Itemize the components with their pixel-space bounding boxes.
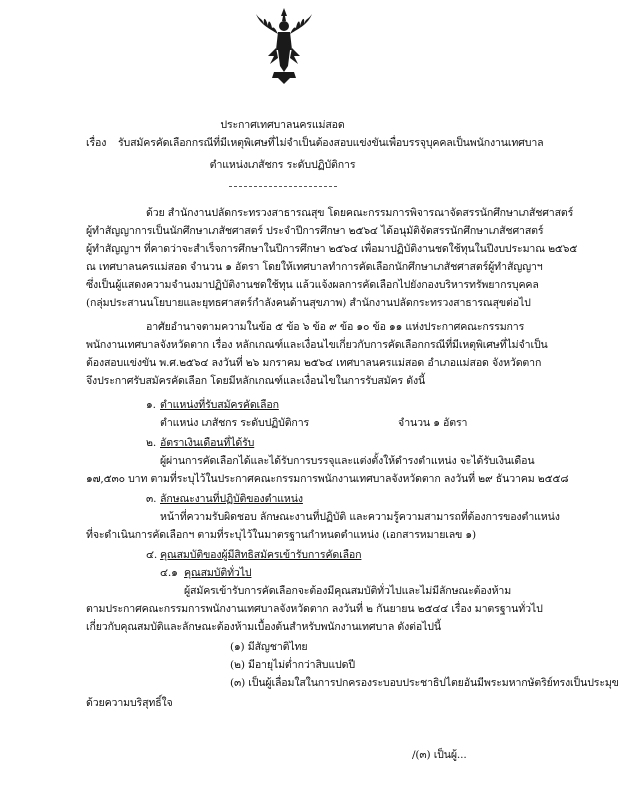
divider	[229, 186, 337, 187]
qualification-line: เกี่ยวกับคุณสมบัติและลักษณะต้องห้ามเบื้องต้นสำหรับพนักงานเทศบาล ดังต่อไปนี้	[86, 621, 441, 633]
paragraph-2-line: อาศัยอำนาจตามความในข้อ ๕ ข้อ ๖ ข้อ ๙ ข้อ ๑๐ ข้อ ๑๑ แห่งประกาศคณะกรรมการ	[146, 321, 525, 333]
section-4-number: ๔.	[146, 549, 158, 561]
position-line: ตำแหน่งเภสัชกร ระดับปฏิบัติการ	[209, 159, 356, 171]
section-1-heading: ตำแหน่งที่รับสมัครคัดเลือก	[160, 399, 279, 411]
qualification-item: (๓) เป็นผู้เลื่อมใสในการปกครองระบอบประชาธิปไตยอันมีพระมหากษัตริย์ทรงเป็นประมุข	[230, 677, 619, 689]
qualification-line: ผู้สมัครเข้ารับการคัดเลือกจะต้องมีคุณสมบัติทั่วไปและไม่มีลักษณะต้องห้าม	[184, 585, 512, 597]
salary-line: ๑๗,๕๓๐ บาท ตามที่ระบุไว้ในประกาศคณะกรรมการพนักงานเทศบาลจังหวัดตาก ลงวันที่ ๒๙ ธันวาคม ๒๕๕๘	[86, 473, 569, 485]
paragraph-2-line: พนักงานเทศบาลจังหวัดตาก เรื่อง หลักเกณฑ์และเงื่อนไขเกี่ยวกับการคัดเลือกกรณีที่มีเหตุพิเศษที่ไม่จำเป็น	[86, 339, 548, 351]
paragraph-1-line: ซึ่งเป็นผู้แสดงความจำนงมาปฏิบัติงานชดใช้ทุน แล้วแจ้งผลการคัดเลือกไปยังกองบริหารทรัพยากรบุคคล	[86, 279, 539, 291]
paragraph-1-line: ณ เทศบาลนครแม่สอด จำนวน ๑ อัตรา โดยให้เทศบาลทำการคัดเลือกนักศึกษาเภสัชศาสตร์ผู้ทำสัญญาฯ	[86, 261, 543, 273]
qualification-item: (๒) มีอายุไม่ต่ำกว่าสิบแปดปี	[230, 659, 355, 671]
position-count: จำนวน ๑ อัตรา	[398, 417, 468, 429]
section-3-number: ๓.	[146, 493, 157, 505]
section-3-heading: ลักษณะงานที่ปฏิบัติของตำแหน่ง	[160, 493, 303, 505]
paragraph-1-line: ผู้ทำสัญญาการเป็นนักศึกษาเภสัชศาสตร์ ประจำปีการศึกษา ๒๕๖๔ ได้อนุมัติจัดสรรนักศึกษาเภสัชศาสตร์	[86, 225, 544, 237]
section-2-heading: อัตราเงินเดือนที่ได้รับ	[160, 437, 255, 449]
subject-text: รับสมัครคัดเลือกกรณีที่มีเหตุพิเศษที่ไม่จำเป็นต้องสอบแข่งขันเพื่อบรรจุบุคคลเป็นพนักงานเทศบาล	[118, 137, 544, 149]
continuation-footer: /(๓) เป็นผู้...	[412, 749, 467, 761]
paragraph-1-line: ผู้ทำสัญญาฯ ที่คาดว่าจะสำเร็จการศึกษาในปีการศึกษา ๒๕๖๔ เพื่อมาปฏิบัติงานชดใช้ทุนในปีงบประมาณ ๒๕๖๕	[86, 243, 578, 255]
qualification-item-continued: ด้วยความบริสุทธิ์ใจ	[86, 697, 173, 709]
paragraph-2-line: จึงประกาศรับสมัครคัดเลือก โดยมีหลักเกณฑ์และเงื่อนไขในการรับสมัคร ดังนี้	[86, 375, 426, 387]
section-1-number: ๑.	[146, 399, 156, 411]
garuda-emblem-icon	[254, 6, 314, 86]
issuer-title: ประกาศเทศบาลนครแม่สอด	[220, 119, 345, 131]
position-name: ตำแหน่ง เภสัชกร ระดับปฏิบัติการ	[160, 417, 310, 429]
qualification-item: (๑) มีสัญชาติไทย	[230, 641, 308, 653]
paragraph-1-line: (กลุ่มประสานนโยบายและยุทธศาสตร์กำลังคนด้านสุขภาพ) สำนักงานปลัดกระทรวงสาธารณสุขต่อไป	[86, 297, 531, 309]
duties-line: หน้าที่ความรับผิดชอบ ลักษณะงานที่ปฏิบัติ และความรู้ความสามารถที่ต้องการของตำแหน่ง	[160, 511, 560, 523]
section-2-number: ๒.	[146, 437, 157, 449]
paragraph-2-line: ต้องสอบแข่งขัน พ.ศ.๒๕๖๔ ลงวันที่ ๒๖ มกราคม ๒๕๖๔ เทศบาลนครแม่สอด อำเภอแม่สอด จังหวัดตาก	[86, 357, 542, 369]
section-4-heading: คุณสมบัติของผู้มีสิทธิสมัครเข้ารับการคัดเลือก	[160, 549, 362, 561]
subject-label: เรื่อง	[86, 137, 107, 149]
salary-line: ผู้ผ่านการคัดเลือกได้และได้รับการบรรจุและแต่งตั้งให้ดำรงตำแหน่ง จะได้รับเงินเดือน	[160, 455, 535, 467]
section-4-1-heading: คุณสมบัติทั่วไป	[184, 567, 252, 579]
duties-line: ที่จะดำเนินการคัดเลือกฯ ตามที่ระบุไว้ในมาตรฐานกำหนดตำแหน่ง (เอกสารหมายเลข ๑)	[86, 529, 476, 541]
qualification-line: ตามประกาศคณะกรรมการพนักงานเทศบาลจังหวัดตาก ลงวันที่ ๒ กันยายน ๒๕๔๔ เรื่อง มาตรฐานทั่วไป	[86, 603, 543, 615]
paragraph-1-line: ด้วย สำนักงานปลัดกระทรวงสาธารณสุข โดยคณะกรรมการพิจารณาจัดสรรนักศึกษาเภสัชศาสตร์	[146, 207, 574, 219]
section-4-1-number: ๔.๑	[160, 567, 178, 579]
